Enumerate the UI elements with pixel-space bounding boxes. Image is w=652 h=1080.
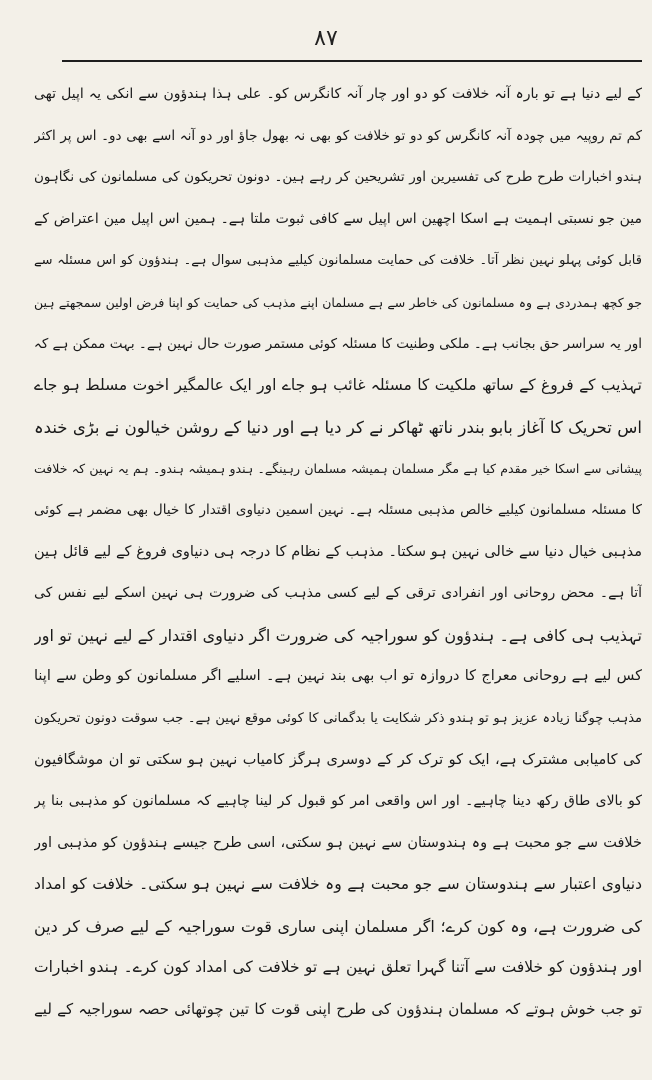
text-line: تہذیب کے فروغ کے ساتھ ملکیت کا مسئلہ غائب ہو جاے اور ایک عالمگیر اخوت مسلط ہو جاے	[34, 376, 642, 395]
text-line: اور یہ سراسر حق بجانب ہے۔ ملکی وطنیت کا مسئلہ کوئی مستمر صورت حال نہین ہے۔ بہت ممکن ہے کہ	[34, 335, 642, 352]
text-line: ہندو اخبارات طرح طرح کی تفسیرین اور تشریحین کر رہے ہین۔ دونون تحریکون کی مسلمانون کی نگاہون	[34, 169, 642, 186]
text-line: کس لیے ہے روحانی معراج کا دروازہ تو اب بھی بند نہین ہے۔ اسلیے اگر مسلمانون کو وطن سے اپنا	[34, 668, 642, 685]
text-line: کا مسئلہ مسلمانون کیلیے خالص مذہبی مسئلہ ہے۔ نہین اسمین دنیاوی اقتدار کا خیال بھی مضمر ہے کوئی	[34, 501, 642, 518]
text-line: دنیاوی اعتبار سے ہندوستان سے جو محبت ہے وہ خلافت سے نہین ہو سکتی۔ خلافت کو امداد	[34, 875, 642, 894]
text-line: آتا ہے۔ محض روحانی اور انفرادی ترقی کے لیے کسی مذہب کی ضرورت ہی نہین اسکے لیے نفس کی	[34, 585, 642, 602]
text-line: اس تحریک کا آغاز بابو بندر ناتھ ٹھاکر نے کر دیا ہے اور دنیا کے روشن خیالون نے بڑی خندہ	[34, 417, 642, 437]
text-line: اور ہندؤون کو خلافت سے آتنا گہرا تعلق نہین ہے تو خلافت کی امداد کون کرے۔ ہندو اخبارات	[34, 958, 642, 977]
text-line: مذہب چوگنا زیادہ عزیز ہو تو ہندو ذکر شکایت یا بدگمانی کا کوئی موقع نہین ہے۔ جب سوقت دونون تحریکون	[34, 710, 642, 726]
header-rule	[62, 60, 642, 62]
text-line: کی کامیابی مشترک ہے، ایک کو ترک کر کے دوسری ہرگز کامیاب نہین ہو سکتی تو ان موشگافیون	[34, 751, 642, 768]
text-line: تو جب خوش ہوتے کہ مسلمان ہندؤون کی طرح اپنی قوت کا تین چوتھائی حصہ سوراجیہ کے لیے	[34, 1000, 642, 1019]
text-line: کو بالای طاق رکھ دینا چاہیے۔ اور اس واقعی امر کو قبول کر لینا چاہیے کہ مسلمانون کو مذہبی بنا پر	[34, 793, 642, 810]
text-line: جو کچھ ہمدردی ہے وہ مسلمانون کی خاطر سے ہے مسلمان اپنے مذہب کی حمایت کو اپنا فرض اولین سمجھتے ہین	[34, 294, 642, 310]
text-line: کے لیے دنیا ہے تو بارہ آنہ خلافت کو دو اور چار آنہ کانگرس کو۔ علی ہذا ہندؤون سے انکی یہ اپیل تھی	[34, 86, 642, 102]
text-line: کی ضرورت ہے، وہ کون کرے؛ اگر مسلمان اپنی ساری قوت سوراجیہ کے لیے صرف کر دین	[34, 916, 642, 936]
body-text	[34, 74, 642, 1031]
text-line: مین جو نسبتی اہمیت ہے اسکا اچھین اس اپیل سے کافی ثبوت ملتا ہے۔ ہمین اس اپیل مین اعتراض کے	[34, 210, 642, 227]
text-line: پیشانی سے اسکا خیر مقدم کیا ہے مگر مسلمان ہمیشہ مسلمان رہینگے۔ ہندو ہمیشہ ہندو۔ ہم یہ نہین کہ خلافت	[34, 461, 642, 477]
text-line: تہذیب ہی کافی ہے۔ ہندؤون کو سوراجیہ کی ضرورت اگر دنیاوی اقتدار کے لیے نہین تو اور	[34, 625, 642, 645]
text-line: مذہبی خیال دنیا سے خالی نہین ہو سکتا۔ مذہب کے نظام کا درجہ ہی دنیاوی فروغ کے لیے قائل ہین	[34, 543, 642, 560]
text-line: کم تم روپیہ میں چودہ آنہ کانگرس کو دو تو خلافت کو بھی نہ بھول جاؤ اور دو آنہ اسے بھی دو۔ اس پر اکثر	[34, 127, 642, 144]
text-line: خلافت سے جو محبت ہے وہ ہندوستان سے نہین ہو سکتی، اسی طرح جیسے ہندؤون کو مذہبی اور	[34, 834, 642, 851]
text-line: قابل کوئی پہلو نہین نظر آتا۔ خلافت کی حمایت مسلمانون کیلیے مذہبی سوال ہے۔ ہندؤون کو اس مسئلہ سے	[34, 253, 642, 269]
page-number: ۸۷	[314, 26, 338, 51]
